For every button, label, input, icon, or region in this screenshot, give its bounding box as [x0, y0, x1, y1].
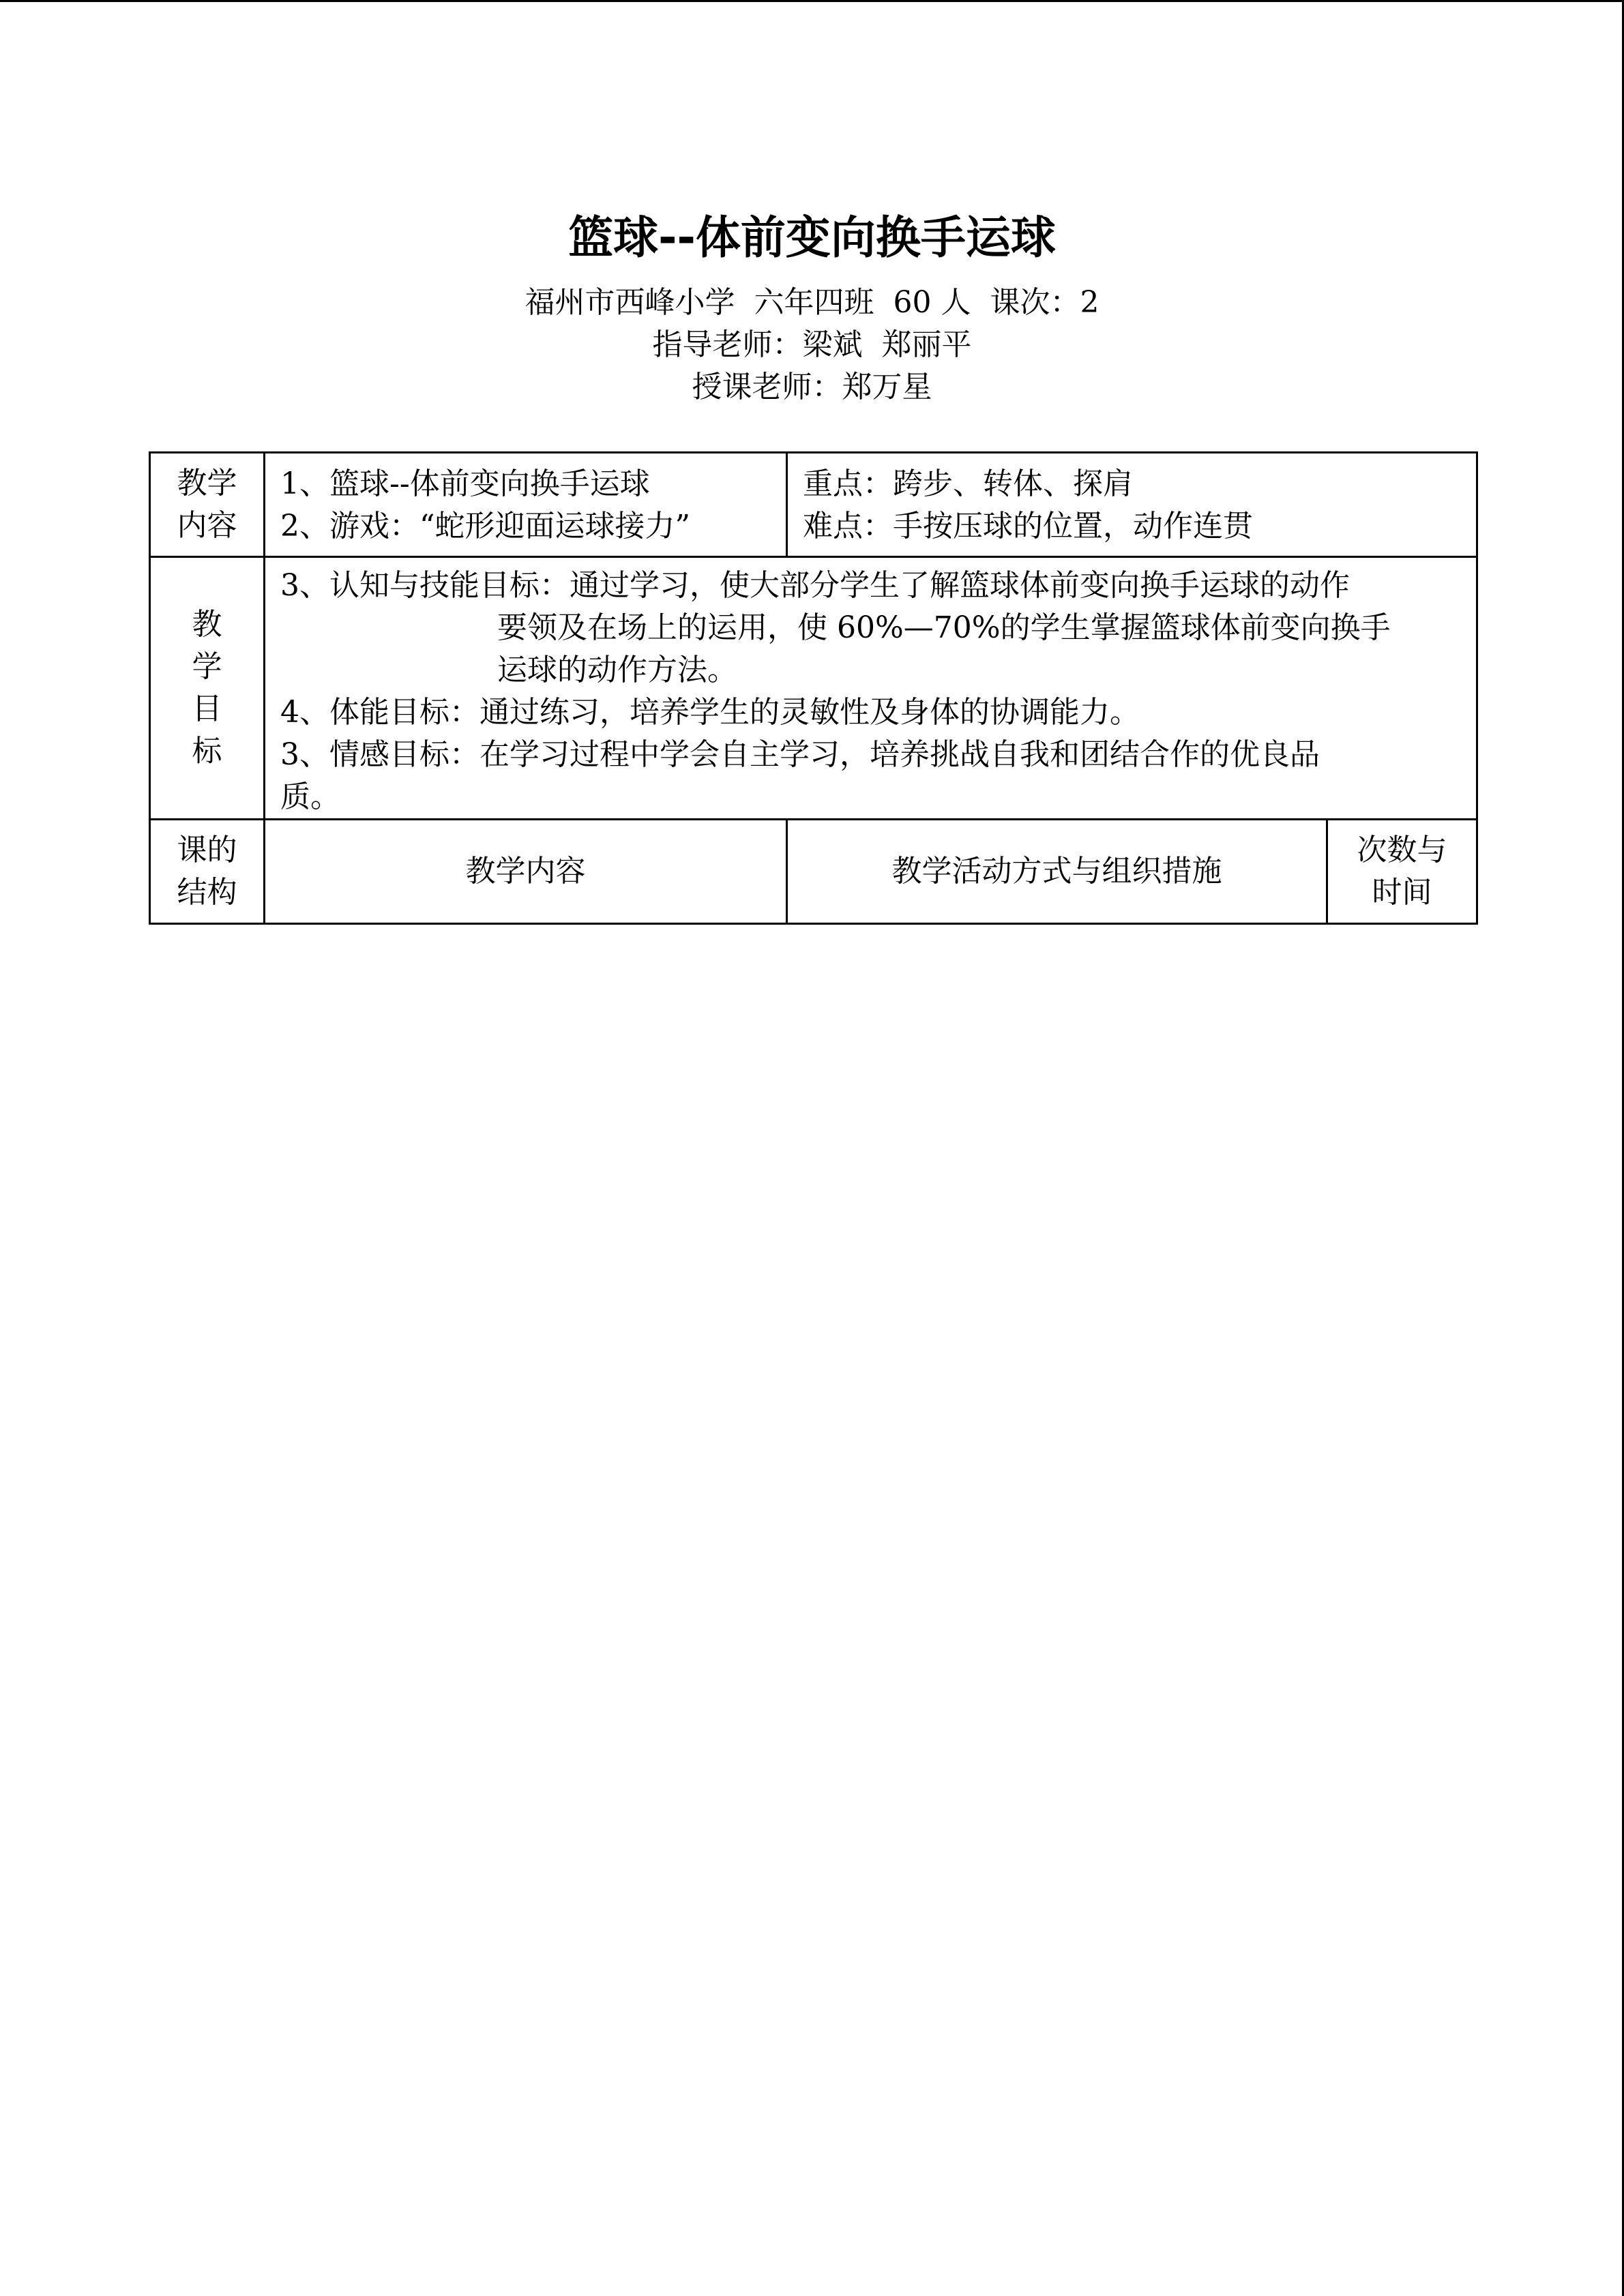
activities-header: 教学活动方式与组织措施	[787, 820, 1327, 924]
teaching-goals-row	[150, 557, 1477, 820]
teaching-content-items	[265, 453, 787, 557]
content-item: 1、篮球--体前变向换手运球	[280, 466, 650, 501]
lesson-plan-table	[149, 451, 1478, 925]
advisor-teachers: 指导老师：梁斌 郑丽平	[652, 327, 972, 362]
teaching-content-header: 教学内容	[265, 820, 787, 924]
teaching-content-row	[150, 453, 1477, 557]
cognitive-skill-goal: 3、认知与技能目标：通过学习，使大部分学生了解篮球体前变向换手运球的动作 要领及在场上的运用，使 60%—70%的学生掌握篮球体前变向换手 运球的动作方法。	[280, 568, 1391, 687]
key-point: 重点：跨步、转体、探肩	[803, 466, 1133, 501]
structure-header-row	[150, 820, 1477, 924]
key-difficult-points	[787, 453, 1477, 557]
lesson-structure-header: 课的 结构	[150, 820, 265, 924]
teaching-goals-label: 教 学 目 标	[150, 557, 265, 820]
content-item: 2、游戏：“蛇形迎面运球接力”	[280, 509, 690, 543]
emotional-goal: 3、情感目标：在学习过程中学会自主学习，培养挑战自我和团结合作的优良品 质。	[280, 737, 1320, 814]
school-class-info: 福州市西峰小学 六年四班 60 人 课次：2	[525, 285, 1099, 320]
count-time-header: 次数与 时间	[1327, 820, 1477, 924]
teaching-content-label: 教学 内容	[150, 453, 265, 557]
lesson-title: 篮球--体前变向换手运球	[568, 211, 1056, 264]
lecturer: 授课老师：郑万星	[692, 370, 932, 404]
physical-goal: 4、体能目标：通过练习，培养学生的灵敏性及身体的协调能力。	[280, 695, 1140, 730]
difficult-point: 难点：手按压球的位置，动作连贯	[803, 509, 1253, 543]
page-top-border	[0, 0, 1624, 2]
teaching-goals-text	[265, 557, 1477, 820]
